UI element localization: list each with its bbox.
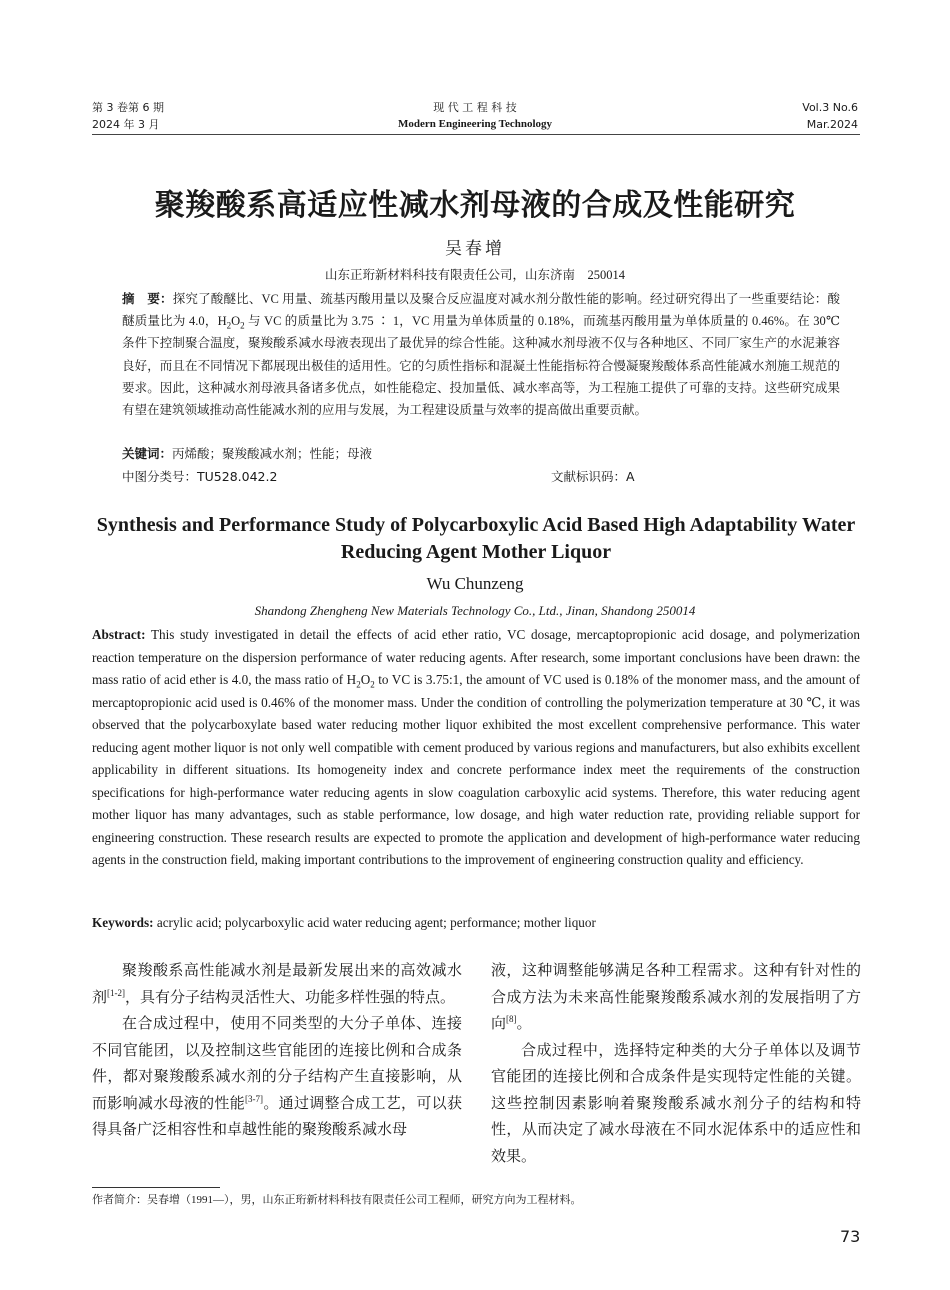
abstract-text-cn-mid: O (231, 314, 241, 329)
body-column-right (491, 958, 861, 1170)
citation-ref: [3-7] (245, 1093, 264, 1104)
journal-name-en: Modern Engineering Technology (397, 118, 553, 130)
document-code: 文献标识码：A (551, 469, 635, 484)
body-paragraph (491, 1038, 861, 1171)
footnote-divider (92, 1187, 220, 1188)
page-number: 73 (840, 1227, 861, 1246)
body-text: ，具有分子结构灵活性大、功能多样性强的特点。 (125, 989, 456, 1006)
abstract-cn (122, 288, 840, 421)
volume-issue-en: Vol.3 No.6 (802, 101, 858, 114)
abstract-text-en: This study investigated in detail the effects of acid ether ratio, VC dosage, mercaptopropionic acid dosage, and polymerization reaction temperature on the dispersion performance of water reducing agents. After research, some important conclusions have been drawn: the mass ratio of acid ether is 4.0, the mass ratio of H (92, 627, 860, 687)
body-paragraph (491, 958, 861, 1038)
body-text: 聚羧酸系高性能减水剂是最新发展出来的高效减水剂 (92, 963, 462, 1006)
classification-number: 中图分类号：TU528.042.2 (122, 469, 278, 484)
abstract-text-en-rest: to VC is 3.75:1, the amount of VC used is 0.18% of the monomer mass, and the amount of mercaptopropionic acid used is 0.46% of the monomer mass. Under the condition of controlling the polymerization temperature at 30 ℃, it was observed that the polycarboxylate based water reducing mother liquor exhibited the most excellent comprehensive performance. This water reducing agent mother liquor is not only well compatible with cement produced by various regions and manufacturers, but also exhibits excellent applicability in different situations. Its homogeneity index and concrete performance index meet the requirements of the construction specifications for high-performance water reducing agents in slow coagulation carboxylic acid systems. Therefore, this water reducing agent mother liquor has many advantages, such as stable performance, low dosage, and high water reduction rate, providing reliable support for engineering construction. These research results are expected to promote the application and development of high-performance water reducing agents in the construction field, making important contributions to the improvement of engineering construction quality and efficiency. (92, 672, 860, 867)
abstract-text-cn: 探究了酸醚比、VC 用量、巯基丙酸用量以及聚合反应温度对减水剂分散性能的影响。经过研究得出了一些重要结论：酸醚质量比为 4.0，H (122, 292, 840, 329)
author-footnote: 作者简介：吴春增（1991—），男，山东正珩新材料科技有限责任公司工程师，研究方向为工程材料。 (92, 1194, 582, 1206)
publication-date: 2024 年 3 月 (92, 118, 160, 131)
citation-ref: [8] (506, 1014, 517, 1024)
subscript: 2 (240, 320, 245, 331)
abstract-text-en-mid: O (360, 672, 371, 687)
paper-title-en: Synthesis and Performance Study of Polycarboxylic Acid Based High Adaptability Water Reducing Agent Mother Liquor (96, 514, 856, 563)
affiliation-cn: 山东正珩新材料科技有限责任公司，山东济南 250014 (324, 268, 625, 282)
volume-issue: 第 3 卷第 6 期 (92, 101, 164, 114)
keywords-en (92, 915, 596, 931)
citation-ref: [1-2] (107, 987, 126, 998)
subscript: 2 (226, 320, 232, 331)
body-paragraph (92, 958, 462, 1011)
keywords-label-cn: 关键词： (122, 446, 173, 461)
journal-issue-info-en (802, 99, 858, 133)
body-text: 在合成过程中，使用不同类型的大分子单体、连接不同官能团，以及控制这些官能团的连接比例和合成条件，都对聚羧酸系减水剂的分子结构产生直接影响，从而影响减水母液的性能 (92, 1016, 462, 1112)
author-cn: 吴春增 (445, 239, 505, 258)
keywords-text-cn: 丙烯酸；聚羧酸减水剂；性能；母液 (172, 447, 373, 461)
paper-title-cn: 聚羧酸系高适应性减水剂母液的合成及性能研究 (154, 188, 796, 223)
body-text: 液，这种调整能够满足各种工程需求。这种有针对性的合成方法为未来高性能聚羧酸系减水剂的发展指明了方向 (491, 963, 861, 1032)
abstract-label-cn: 摘 要： (122, 291, 173, 306)
publication-date-en: Mar.2024 (806, 118, 858, 131)
author-en: Wu Chunzeng (426, 574, 524, 593)
abstract-label-en: Abstract: (92, 627, 146, 642)
abstract-en (92, 624, 860, 872)
subscript: 2 (356, 679, 361, 690)
subscript: 2 (370, 679, 375, 690)
body-text: 。通过调整合成工艺，可以获得具备广泛相容性和卓越性能的聚羧酸系减水母 (92, 1095, 462, 1138)
affiliation-en: Shandong Zhengheng New Materials Technology Co., Ltd., Jinan, Shandong 250014 (254, 603, 696, 618)
keywords-text-en: acrylic acid; polycarboxylic acid water reducing agent; performance; mother liquor (153, 915, 596, 930)
keywords-cn (122, 444, 372, 462)
journal-name-cn: 现 代 工 程 科 技 (433, 101, 517, 114)
body-text: 。 (516, 1016, 532, 1032)
body-paragraph (92, 1011, 462, 1144)
body-column-left (92, 958, 462, 1144)
header-divider (92, 134, 860, 135)
keywords-label-en: Keywords: (92, 915, 154, 930)
abstract-text-cn-rest: 与 VC 的质量比为 3.75 ∶ 1，VC 用量为单体质量的 0.18%，而巯基丙酸用量为单体质量的 0.46%。在 30℃ 条件下控制聚合温度，聚羧酸系减水母液表现出了最优异的综合性能。这种减水剂母液不仅与各种地区、不同厂家生产的水泥兼容良好，而且在不同情况下都展现出极佳的适用性。它的匀质性指标和混凝土性能指标符合慢凝聚羧酸体系高性能减水剂施工规范的要求。因此，这种减水剂母液具备诸多优点，如性能稳定、投加量低、减水率高等，为工程施工提供了可靠的支持。这些研究成果有望在建筑领域推动高性能减水剂的应用与发展，为工程建设质量与效率的提高做出重要贡献。 (122, 314, 840, 418)
body-text: 合成过程中，选择特定种类的大分子单体以及调节官能团的连接比例和合成条件是实现特定性能的关键。这些控制因素影响着聚羧酸系减水剂分子的结构和特性，从而决定了减水母液在不同水泥体系中的适应性和效果。 (491, 1042, 861, 1165)
